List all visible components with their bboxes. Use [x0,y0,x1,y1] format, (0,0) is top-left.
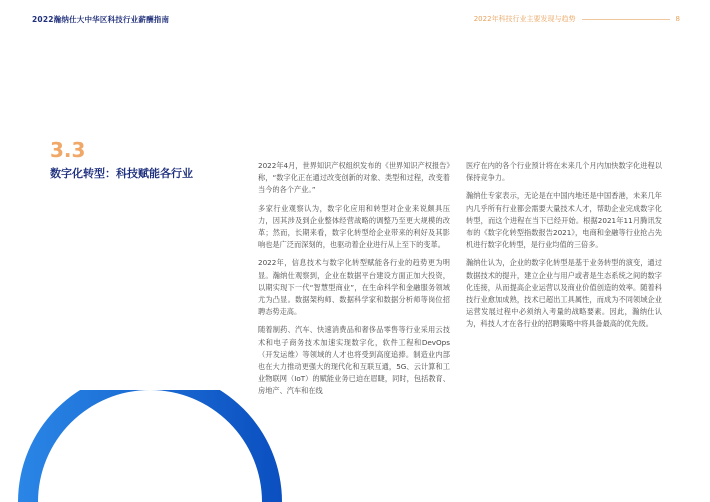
document-title: 2022瀚纳仕大中华区科技行业薪酬指南 [32,15,170,24]
paragraph: 医疗在内的各个行业预计将在未来几个月内加快数字化进程以保持竞争力。 [466,161,662,183]
paragraph: 随着制药、汽车、快速消费品和奢侈品零售等行业采用云技术和电子商务技术加速实现数字化，软件工程和DevOps（开发运维）等领域的人才也将受到高度追捧。制造业内部也在大力推动更强大的现代化和互联互通，5G、云计算和工业物联网（IoT）的赋能业务已迫在眉睫，同时，包括教育、房地产、汽车和在线 [258,325,450,396]
chapter-header [474,14,680,24]
section-number: 3.3 [50,138,86,162]
paragraph: 瀚纳仕专家表示，无论是在中国内地还是中国香港，未来几年内几乎所有行业都会需要大量技术人才，帮助企业完成数字化转型，而这个进程在当下已经开始。根据2021年11月腾讯发布的《数字化转型指数报告2021》，电商和金融等行业抢占先机进行数字化转型，是行业均值的三倍多。 [466,191,662,250]
paragraph: 瀚纳仕认为，企业的数字化转型是基于业务转型的演变，通过数据技术的提升，建立企业与用户或者是生态系统之间的数字化连接，从而提高企业运营以及商业价值创造的效率。随着科技行业愈加成熟，技术已超出工具属性，而成为不同领域企业运营发展过程中必须纳入考量的战略要素。因此，瀚纳仕认为，科技人才在各行业的招聘策略中将具备最高的优先级。 [466,258,662,329]
paragraph: 多家行业观察认为，数字化应用和转型对企业来说颇具压力，因其涉及到企业整体经营战略的调整乃至更大规模的改革；然而，长期来看，数字化转型给企业带来的利好及其影响也是广泛而深刻的，也驱动着企业进行从上至下的变革。 [258,203,450,250]
section-title: 数字化转型：科技赋能各行业 [50,167,193,180]
header-divider [582,19,670,20]
arc-ring [18,390,282,502]
decorative-arc [0,390,300,502]
page-number: 8 [675,15,680,23]
text-column-2 [466,160,662,337]
chapter-title: 2022年科技行业主要发现与趋势 [473,15,576,23]
text-column-1 [258,160,450,404]
paragraph: 2022年4月，世界知识产权组织发布的《世界知识产权报告》称，“数字化正在通过改变创新的对象、类型和过程，改变着当今的各个产业。” [258,161,450,195]
paragraph: 2022年，信息技术与数字化转型赋能各行业的趋势更为明显。瀚纳仕观察到，企业在数据平台建设方面正加大投资，以期实现下一代“智慧型商业”，在生命科学和金融服务领域尤为凸显。数据架构师、数据科学家和数据分析师等岗位招聘态势走高。 [258,258,450,317]
